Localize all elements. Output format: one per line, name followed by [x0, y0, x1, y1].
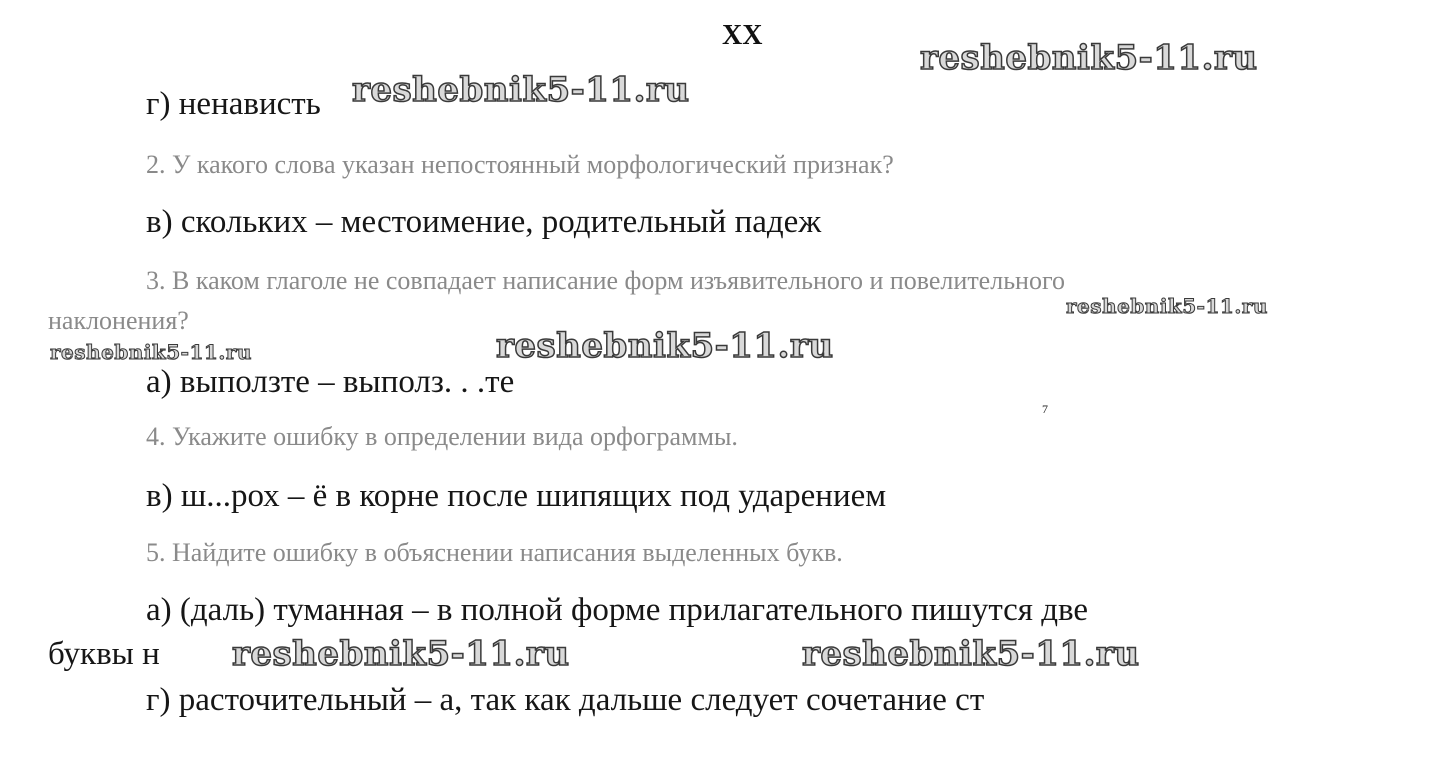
answer-3: а) выползте – выполз. . .те: [146, 364, 515, 400]
answer-5-line-1: а) (даль) туманная – в полной форме прилагательного пишутся две: [146, 592, 1089, 628]
question-5: 5. Найдите ошибку в объяснении написания выделенных букв.: [146, 538, 843, 567]
watermark-bottom-left: reshebnik5-11.ru: [232, 634, 570, 674]
question-3-line-2: наклонения?: [48, 306, 189, 335]
watermark-bottom-right: reshebnik5-11.ru: [802, 634, 1140, 674]
watermark-small-left: reshebnik5-11.ru: [50, 340, 252, 364]
question-4: 4. Укажите ошибку в определении вида орфограммы.: [146, 422, 738, 451]
answer-1: г) ненависть: [146, 86, 321, 122]
question-3-line-1: 3. В каком глаголе не совпадает написание форм изъявительного и повелительного: [146, 266, 1065, 295]
page-heading: XX: [722, 20, 763, 51]
answer-5-line-2: буквы н: [48, 636, 160, 672]
watermark-line1: reshebnik5-11.ru: [352, 70, 690, 110]
tiny-mark: 7: [1042, 402, 1048, 416]
answer-2: в) скольких – местоимение, родительный падеж: [146, 204, 822, 240]
watermark-top-right: reshebnik5-11.ru: [920, 38, 1258, 78]
answer-4: в) ш...рох – ё в корне после шипящих под ударением: [146, 478, 887, 514]
question-2: 2. У какого слова указан непостоянный морфологический признак?: [146, 150, 894, 179]
watermark-small-right: reshebnik5-11.ru: [1066, 294, 1268, 318]
watermark-center: reshebnik5-11.ru: [496, 326, 834, 366]
answer-6: г) расточительный – а, так как дальше следует сочетание ст: [146, 682, 985, 718]
